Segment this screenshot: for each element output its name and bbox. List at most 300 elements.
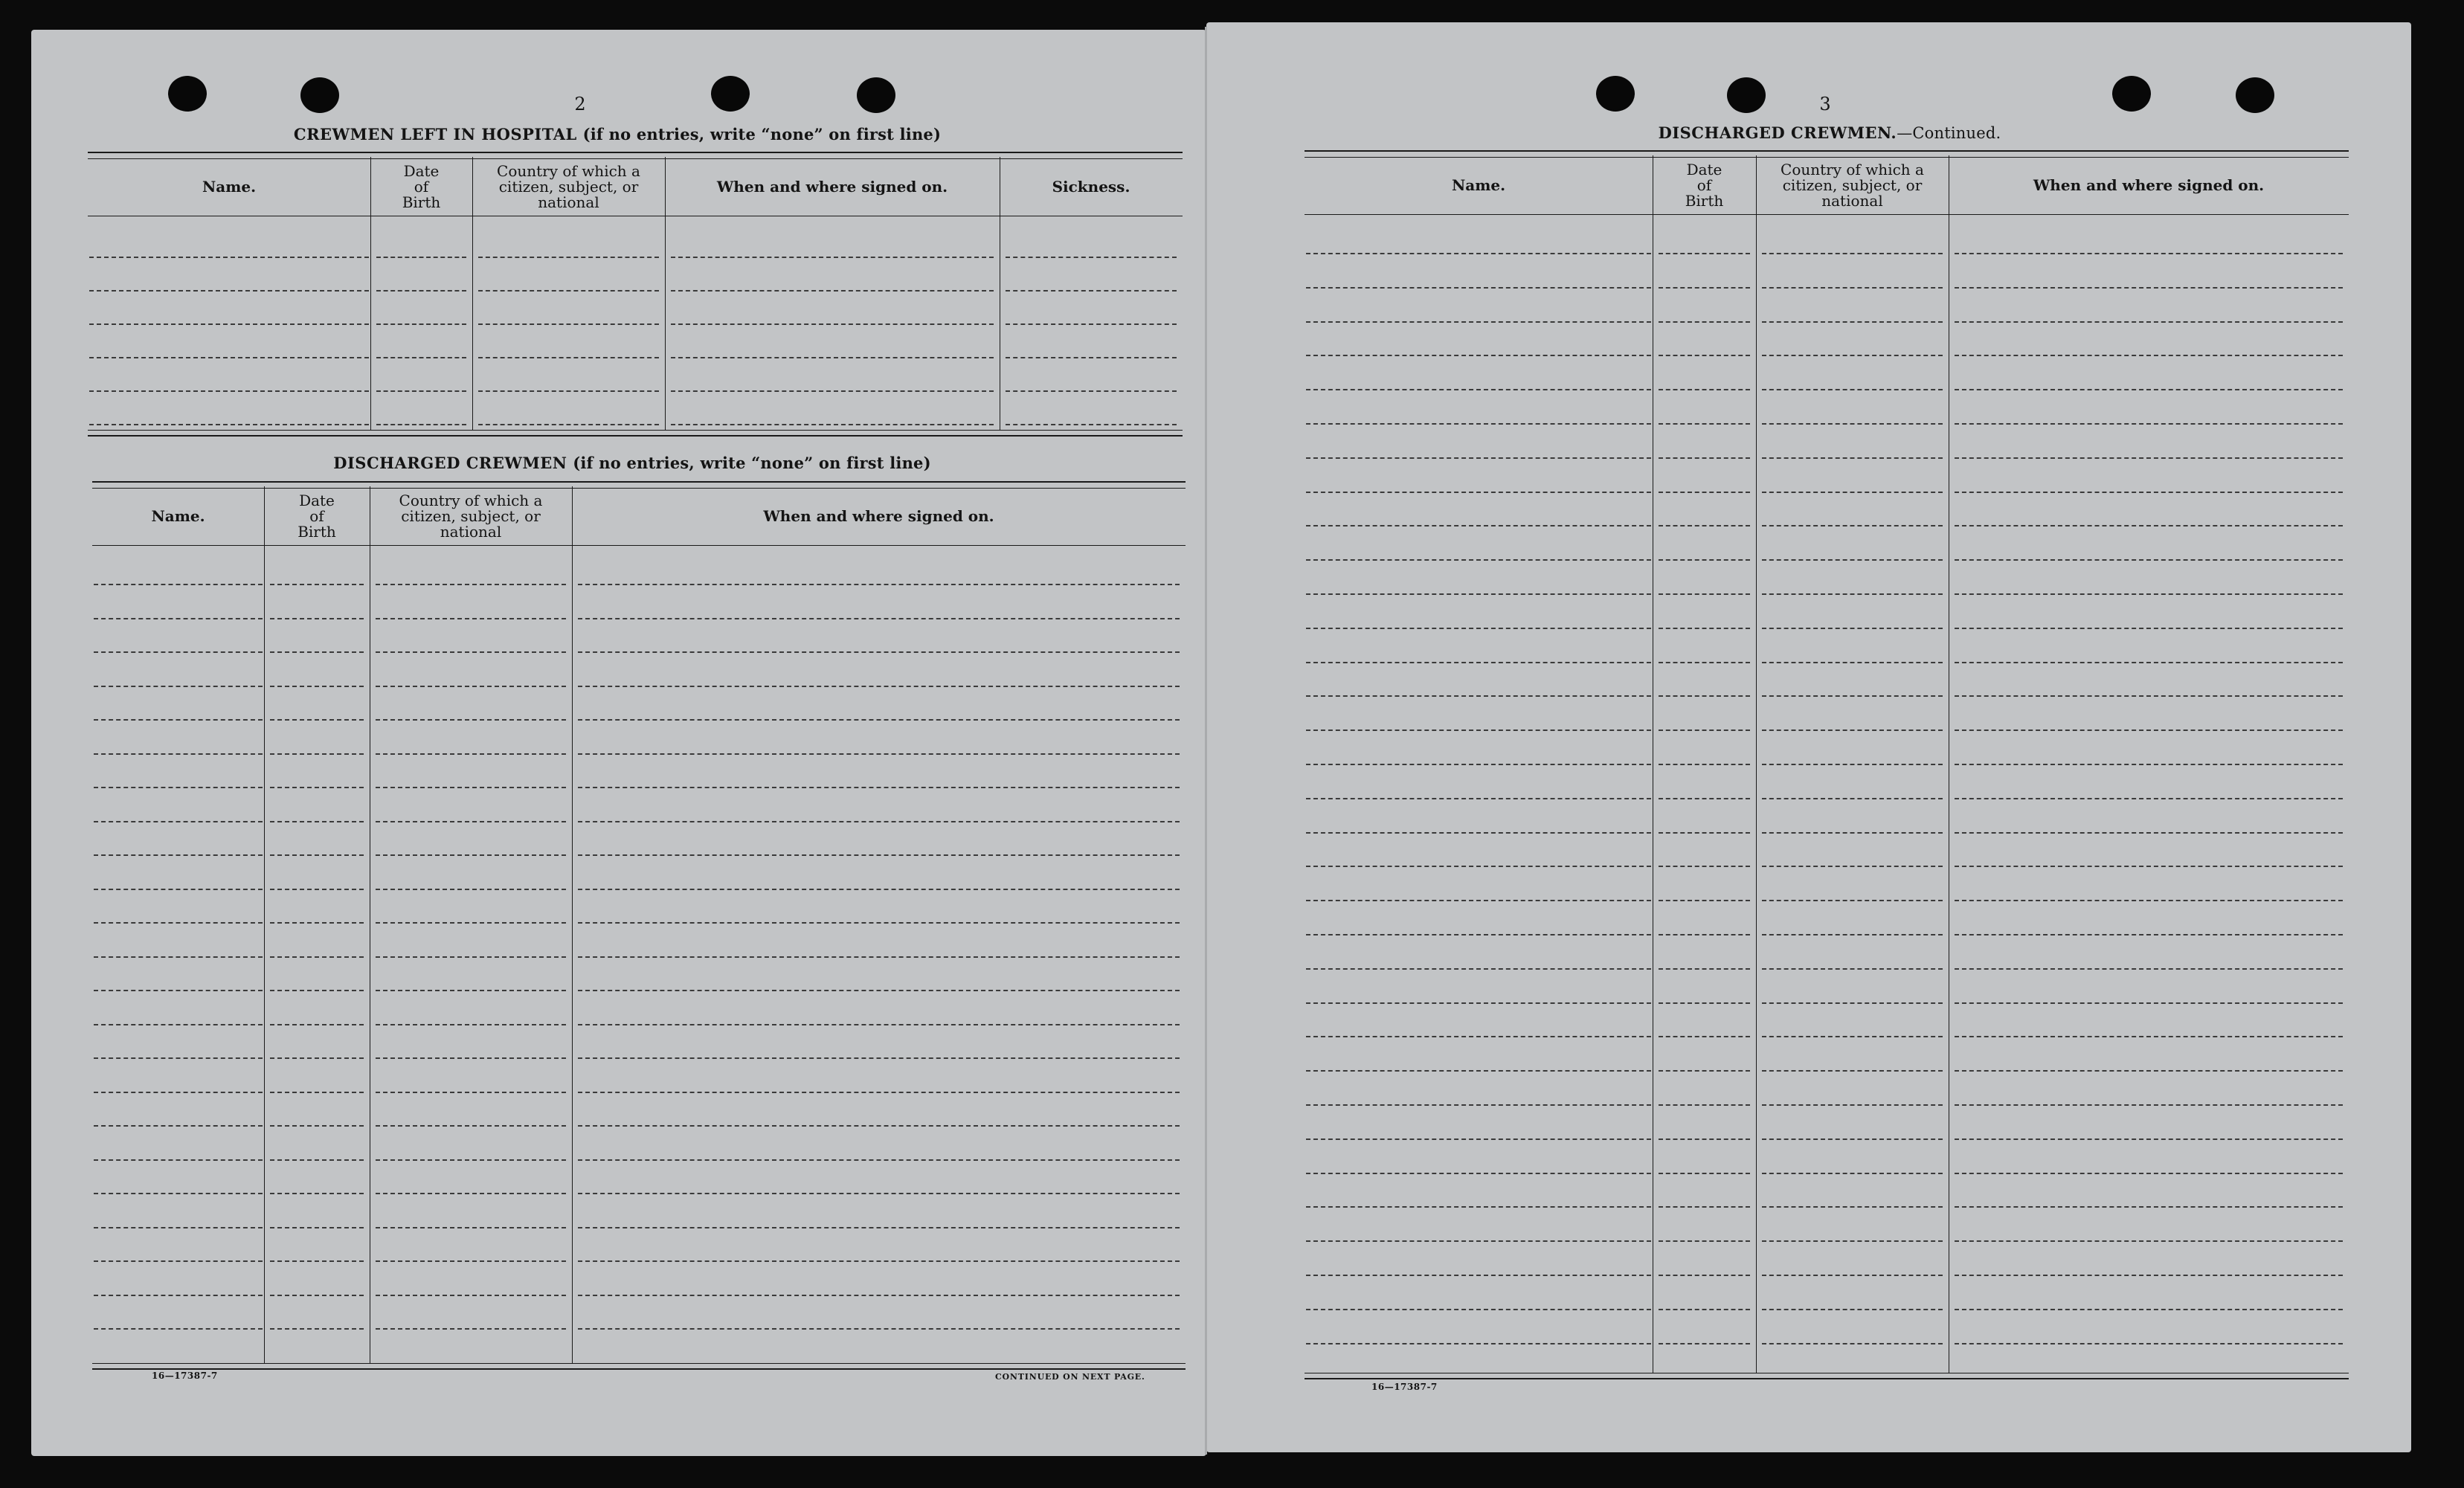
entry-line: [94, 618, 263, 619]
entry-line: [1955, 628, 2343, 629]
entry-line: [1659, 492, 1750, 493]
entry-line: [1306, 866, 1651, 867]
entry-line: [1762, 798, 1943, 799]
entry-line: [1659, 866, 1750, 867]
entry-line: [270, 1227, 364, 1228]
entry-line: [1306, 1309, 1651, 1310]
entry-line: [478, 357, 659, 358]
entry-line: [270, 1328, 364, 1330]
entry-line: [1762, 287, 1943, 289]
entry-line: [1762, 1104, 1943, 1106]
entry-line: [1306, 1002, 1651, 1004]
entry-line: [376, 584, 566, 585]
entry-line: [94, 753, 263, 755]
entry-line: [1955, 1240, 2343, 1242]
entry-line: [1659, 321, 1750, 323]
entry-line: [578, 753, 1180, 755]
entry-line: [1955, 423, 2343, 425]
entry-line: [1659, 559, 1750, 561]
entry-line: [671, 424, 994, 425]
entry-line: [1659, 355, 1750, 356]
entry-line: [376, 424, 466, 425]
entry-line: [1659, 1104, 1750, 1106]
entry-line: [1762, 1206, 1943, 1208]
entry-line: [376, 1193, 566, 1194]
entry-line: [1955, 934, 2343, 935]
entry-line: [270, 618, 364, 619]
entry-line: [376, 1125, 566, 1127]
entry-line: [376, 719, 566, 721]
entry-line: [578, 1159, 1180, 1161]
punch-hole: [2236, 77, 2274, 113]
entry-line: [1306, 559, 1651, 561]
entry-line: [94, 990, 263, 991]
entry-line: [270, 719, 364, 721]
entry-line: [478, 424, 659, 425]
entry-line: [1762, 628, 1943, 629]
entry-line: [1306, 1240, 1651, 1242]
punch-hole: [1596, 76, 1635, 112]
entry-line: [1762, 1002, 1943, 1004]
entry-line: [1306, 934, 1651, 935]
punch-hole: [711, 76, 750, 112]
entry-line: [578, 1295, 1180, 1296]
entry-line: [270, 1159, 364, 1161]
entry-line: [94, 719, 263, 721]
punch-hole: [168, 76, 207, 112]
entry-line: [376, 1092, 566, 1093]
entry-line: [89, 257, 369, 258]
entry-line: [578, 719, 1180, 721]
entry-line: [376, 956, 566, 958]
entry-line: [671, 290, 994, 292]
entry-line: [578, 990, 1180, 991]
entry-line: [94, 821, 263, 822]
entry-line: [270, 1057, 364, 1059]
entry-line: [1955, 1036, 2343, 1037]
entry-line: [94, 787, 263, 788]
entry-line: [578, 787, 1180, 788]
entry-line: [376, 651, 566, 653]
entry-line: [1306, 492, 1651, 493]
entry-line: [94, 1260, 263, 1262]
entry-line: [1762, 695, 1943, 697]
column-header: When and where signed on.: [2033, 175, 2265, 194]
entry-line: [270, 821, 364, 822]
entry-line: [1955, 1002, 2343, 1004]
entry-line: [1306, 355, 1651, 356]
entry-line: [376, 686, 566, 687]
entry-line: [94, 956, 263, 958]
column-header: Name.: [151, 506, 205, 525]
entry-line: [1762, 321, 1943, 323]
column-header: Date of Birth: [402, 161, 441, 211]
entry-line: [1762, 1036, 1943, 1037]
entry-line: [1659, 1309, 1750, 1310]
entry-line: [376, 821, 566, 822]
entry-line: [478, 390, 659, 392]
entry-line: [1659, 934, 1750, 935]
column-divider: [370, 157, 371, 430]
entry-line: [1762, 1138, 1943, 1140]
entry-line: [94, 1092, 263, 1093]
entry-line: [1762, 934, 1943, 935]
entry-line: [578, 854, 1180, 856]
entry-line: [1955, 1206, 2343, 1208]
entry-line: [94, 1057, 263, 1059]
discharged-table: [92, 481, 1186, 1368]
discharged-title-note: (if no entries, write “none” on first line): [573, 454, 931, 472]
entry-line: [1762, 423, 1943, 425]
entry-line: [1306, 457, 1651, 459]
entry-line: [1955, 1070, 2343, 1072]
entry-line: [270, 990, 364, 991]
entry-line: [1006, 424, 1177, 425]
entry-line: [1955, 1343, 2343, 1344]
entry-line: [1659, 1343, 1750, 1344]
entry-line: [671, 390, 994, 392]
entry-line: [270, 686, 364, 687]
entry-line: [94, 1227, 263, 1228]
entry-line: [578, 1057, 1180, 1059]
punch-hole: [1727, 77, 1766, 113]
column-header: Country of which a citizen, subject, or national: [497, 161, 640, 211]
entry-line: [94, 854, 263, 856]
discharged-section-title: [104, 454, 1160, 472]
entry-line: [578, 1328, 1180, 1330]
hospital-section-title: [89, 125, 1145, 144]
page-fold: [1205, 27, 1207, 1455]
discharged-continued-table: [1305, 150, 2349, 1377]
entry-line: [1955, 832, 2343, 834]
entry-line: [1659, 457, 1750, 459]
entry-line: [578, 1024, 1180, 1025]
discharged-title-text: DISCHARGED CREWMEN: [333, 454, 567, 472]
entry-line: [376, 390, 466, 392]
entry-line: [1762, 355, 1943, 356]
entry-line: [1659, 729, 1750, 731]
entry-line: [1762, 866, 1943, 867]
entry-line: [376, 990, 566, 991]
entry-line: [1006, 257, 1177, 258]
entry-line: [376, 1057, 566, 1059]
entry-line: [376, 787, 566, 788]
entry-line: [1306, 1206, 1651, 1208]
header-bottom-rule: [92, 545, 1186, 546]
entry-line: [578, 1227, 1180, 1228]
entry-line: [376, 753, 566, 755]
page-number: 2: [574, 94, 586, 115]
entry-line: [1955, 1275, 2343, 1276]
column-header: Sickness.: [1052, 177, 1130, 196]
entry-line: [1955, 253, 2343, 254]
entry-line: [270, 1260, 364, 1262]
entry-line: [1006, 357, 1177, 358]
column-divider: [665, 157, 666, 430]
entry-line: [376, 1328, 566, 1330]
entry-line: [1955, 1173, 2343, 1174]
entry-line: [376, 290, 466, 292]
entry-line: [578, 584, 1180, 585]
entry-line: [1762, 968, 1943, 970]
entry-line: [270, 1193, 364, 1194]
entry-line: [1955, 729, 2343, 731]
entry-line: [1306, 525, 1651, 526]
entry-line: [1955, 559, 2343, 561]
entry-line: [1306, 1104, 1651, 1106]
entry-line: [578, 618, 1180, 619]
hospital-title-note: (if no entries, write “none” on first line): [582, 125, 942, 144]
entry-line: [1762, 764, 1943, 765]
entry-line: [671, 323, 994, 325]
entry-line: [1306, 1343, 1651, 1344]
entry-line: [1306, 900, 1651, 901]
entry-line: [270, 889, 364, 890]
entry-line: [89, 357, 369, 358]
table-top-rule: [1305, 150, 2349, 158]
entry-line: [1659, 389, 1750, 390]
entry-line: [94, 1295, 263, 1296]
entry-line: [1762, 593, 1943, 595]
entry-line: [1762, 1309, 1943, 1310]
entry-line: [376, 889, 566, 890]
entry-line: [1659, 968, 1750, 970]
entry-line: [1659, 423, 1750, 425]
entry-line: [1955, 1309, 2343, 1310]
column-divider: [572, 486, 573, 1363]
column-header: Name.: [1451, 175, 1506, 194]
entry-line: [94, 1328, 263, 1330]
entry-line: [1659, 1206, 1750, 1208]
entry-line: [1659, 798, 1750, 799]
entry-line: [1006, 290, 1177, 292]
punch-hole: [857, 77, 895, 113]
entry-line: [1762, 492, 1943, 493]
entry-line: [1762, 389, 1943, 390]
entry-line: [1955, 525, 2343, 526]
entry-line: [1955, 321, 2343, 323]
entry-line: [578, 956, 1180, 958]
entry-line: [270, 1024, 364, 1025]
entry-line: [1306, 423, 1651, 425]
entry-line: [94, 1125, 263, 1127]
entry-line: [1659, 1275, 1750, 1276]
entry-line: [270, 753, 364, 755]
hospital-table: [88, 152, 1183, 434]
entry-line: [1306, 662, 1651, 663]
entry-line: [1306, 832, 1651, 834]
entry-line: [1762, 253, 1943, 254]
entry-line: [376, 257, 466, 258]
entry-line: [376, 1295, 566, 1296]
entry-line: [1762, 1070, 1943, 1072]
entry-line: [1955, 798, 2343, 799]
entry-line: [1762, 662, 1943, 663]
punch-hole: [300, 77, 339, 113]
entry-line: [1306, 968, 1651, 970]
entry-line: [94, 922, 263, 924]
entry-line: [376, 1024, 566, 1025]
entry-line: [1659, 764, 1750, 765]
column-divider: [1756, 155, 1757, 1373]
entry-line: [1762, 832, 1943, 834]
column-header: When and where signed on.: [716, 177, 948, 196]
entry-line: [1306, 1070, 1651, 1072]
entry-line: [1006, 390, 1177, 392]
entry-line: [1306, 287, 1651, 289]
entry-line: [578, 1260, 1180, 1262]
entry-line: [1955, 1138, 2343, 1140]
entry-line: [1306, 764, 1651, 765]
page-number: 3: [1819, 94, 1831, 115]
entry-line: [1659, 287, 1750, 289]
entry-line: [1659, 525, 1750, 526]
entry-line: [1659, 662, 1750, 663]
entry-line: [1659, 695, 1750, 697]
table-top-rule: [92, 481, 1186, 489]
entry-line: [1006, 323, 1177, 325]
entry-line: [94, 1193, 263, 1194]
entry-line: [1659, 1036, 1750, 1037]
entry-line: [1955, 355, 2343, 356]
entry-line: [1306, 1173, 1651, 1174]
entry-line: [1762, 729, 1943, 731]
entry-line: [1955, 900, 2343, 901]
entry-line: [376, 922, 566, 924]
punch-hole: [2112, 76, 2151, 112]
table-bottom-rule: [88, 430, 1183, 437]
entry-line: [270, 1092, 364, 1093]
table-top-rule: [88, 152, 1183, 159]
entry-line: [1306, 695, 1651, 697]
entry-line: [89, 390, 369, 392]
entry-line: [1762, 457, 1943, 459]
entry-line: [1306, 593, 1651, 595]
entry-line: [1306, 729, 1651, 731]
table-bottom-rule: [92, 1363, 1186, 1370]
entry-line: [578, 922, 1180, 924]
entry-line: [1955, 389, 2343, 390]
entry-line: [1762, 525, 1943, 526]
entry-line: [1659, 593, 1750, 595]
entry-line: [1762, 559, 1943, 561]
entry-line: [1762, 1240, 1943, 1242]
entry-line: [1955, 1104, 2343, 1106]
entry-line: [94, 1024, 263, 1025]
entry-line: [270, 584, 364, 585]
entry-line: [1659, 832, 1750, 834]
table-bottom-rule: [1305, 1373, 2349, 1379]
entry-line: [1955, 968, 2343, 970]
entry-line: [1659, 1070, 1750, 1072]
entry-line: [1955, 695, 2343, 697]
column-header: Date of Birth: [1685, 160, 1724, 210]
entry-line: [671, 357, 994, 358]
entry-line: [89, 290, 369, 292]
entry-line: [1955, 764, 2343, 765]
entry-line: [270, 956, 364, 958]
entry-line: [270, 1295, 364, 1296]
column-header: Country of which a citizen, subject, or national: [399, 491, 543, 541]
entry-line: [1306, 1275, 1651, 1276]
entry-line: [1306, 253, 1651, 254]
entry-line: [1762, 1173, 1943, 1174]
entry-line: [376, 1260, 566, 1262]
entry-line: [1306, 1036, 1651, 1037]
entry-line: [1659, 900, 1750, 901]
entry-line: [94, 889, 263, 890]
entry-line: [270, 651, 364, 653]
entry-line: [376, 854, 566, 856]
entry-line: [578, 651, 1180, 653]
entry-line: [1659, 1138, 1750, 1140]
continued-title-text: DISCHARGED CREWMEN.: [1658, 123, 1897, 142]
entry-line: [578, 1125, 1180, 1127]
entry-line: [1955, 662, 2343, 663]
entry-line: [1762, 1343, 1943, 1344]
entry-line: [376, 1159, 566, 1161]
entry-line: [376, 1227, 566, 1228]
continued-title-suffix: —Continued.: [1897, 124, 2001, 142]
column-divider: [472, 157, 473, 430]
entry-line: [270, 1125, 364, 1127]
entry-line: [1306, 321, 1651, 323]
entry-line: [1306, 389, 1651, 390]
entry-line: [1955, 457, 2343, 459]
column-header: Date of Birth: [297, 491, 336, 541]
entry-line: [1659, 253, 1750, 254]
column-header: When and where signed on.: [763, 506, 994, 525]
entry-line: [671, 257, 994, 258]
entry-line: [1762, 1275, 1943, 1276]
entry-line: [1955, 287, 2343, 289]
entry-line: [1306, 628, 1651, 629]
entry-line: [1306, 798, 1651, 799]
entry-line: [578, 686, 1180, 687]
entry-line: [578, 821, 1180, 822]
entry-line: [1659, 1240, 1750, 1242]
column-header: Country of which a citizen, subject, or national: [1781, 160, 1924, 210]
entry-line: [1955, 593, 2343, 595]
entry-line: [578, 889, 1180, 890]
entry-line: [1955, 866, 2343, 867]
entry-line: [270, 787, 364, 788]
entry-line: [478, 323, 659, 325]
form-code: 16—17387-7: [152, 1371, 218, 1381]
entry-line: [376, 357, 466, 358]
entry-line: [270, 922, 364, 924]
hospital-title-text: CREWMEN LEFT IN HOSPITAL: [293, 125, 577, 144]
entry-line: [478, 290, 659, 292]
entry-line: [578, 1193, 1180, 1194]
entry-line: [94, 1159, 263, 1161]
entry-line: [1762, 900, 1943, 901]
entry-line: [478, 257, 659, 258]
entry-line: [376, 618, 566, 619]
entry-line: [1659, 628, 1750, 629]
entry-line: [94, 584, 263, 585]
form-code: 16—17387-7: [1371, 1382, 1438, 1392]
entry-line: [270, 854, 364, 856]
entry-line: [578, 1092, 1180, 1093]
entry-line: [376, 323, 466, 325]
entry-line: [94, 686, 263, 687]
entry-line: [1955, 492, 2343, 493]
column-divider: [264, 486, 265, 1363]
entry-line: [1306, 1138, 1651, 1140]
entry-line: [1659, 1173, 1750, 1174]
entry-line: [1659, 1002, 1750, 1004]
